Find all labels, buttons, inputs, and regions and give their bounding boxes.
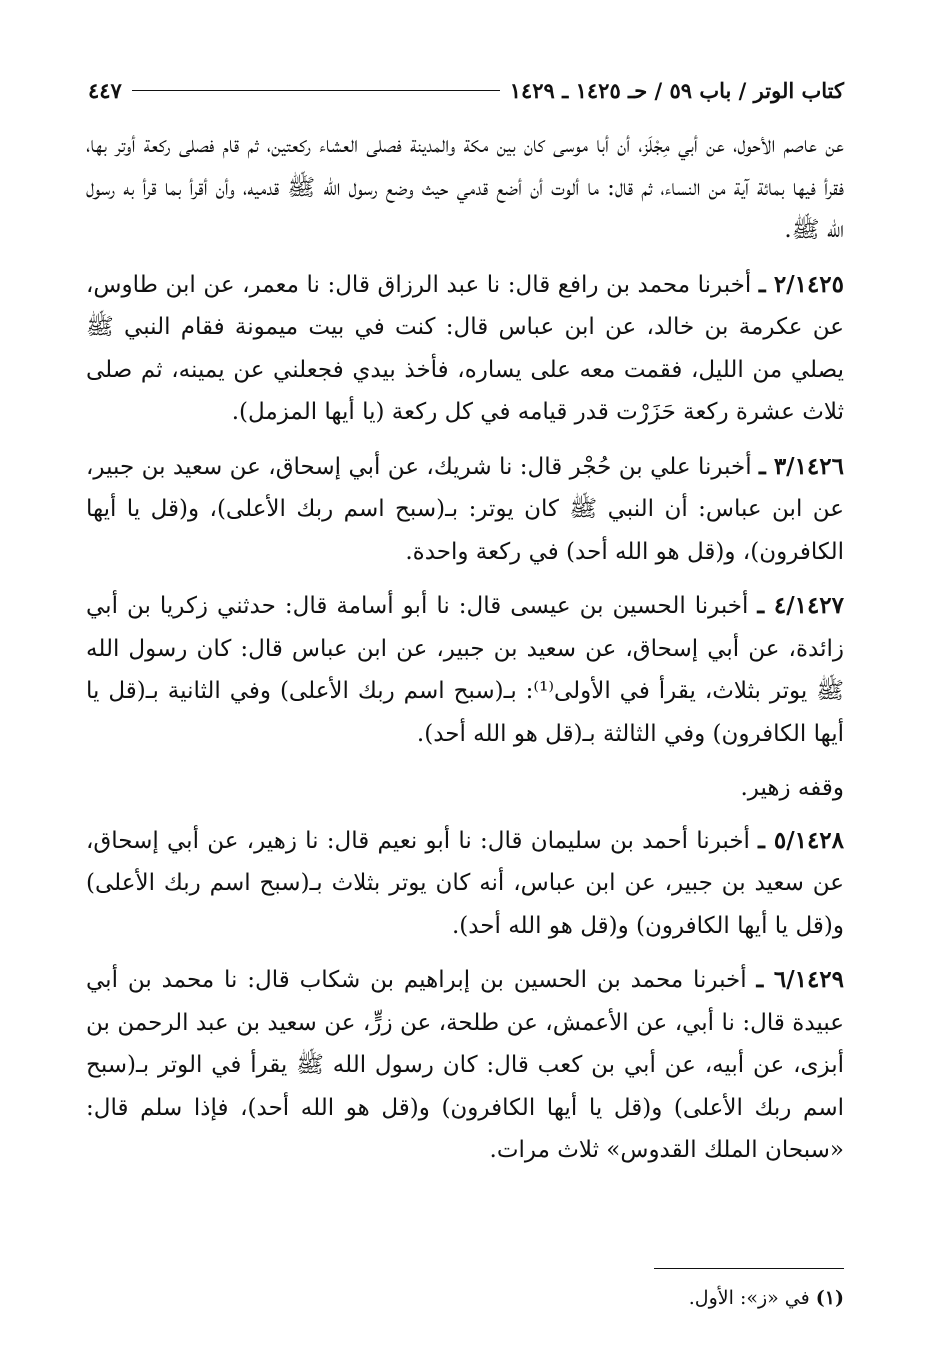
paragraph-text: وقفه زهير. (740, 775, 844, 801)
hadith-number: ٥/١٤٢٨ ـ (758, 826, 845, 854)
paragraph-text: عن عاصم الأحول، عن أبي مِجْلَز، أن أبا موسى كان بين مكة والمدينة فصلى العشاء ركعتين، ثم قام فصلى ركعة أوتر بها، فقرأ فيها بمائة آية من النساء، ثم قال: ما ألوت أن أضع قدمي حيث وضع رسول الله ﷺ قدميه، وأن أقرأ بما قرأ به رسول الله ﷺ. (86, 132, 844, 243)
hadith-number: ٢/١٤٢٥ ـ (758, 270, 845, 298)
hadith-1429 (86, 959, 844, 1172)
footnote-rule (654, 1268, 844, 1269)
page-number: ٤٤٧ (88, 77, 122, 103)
header-title: كتاب الوتر / باب ٥٩ / حـ ١٤٢٥ ـ ١٤٢٩ (509, 77, 844, 103)
header-rule (132, 90, 500, 91)
hadith-1425 (86, 264, 844, 434)
paragraph-text: أخبرنا محمد بن الحسين بن إبراهيم بن شكاب قال: نا محمد بن أبي عبيدة قال: نا أبي، عن الأعمش، عن طلحة، عن زرٍّ، عن سعيد بن عبد الرحمن بن أبزى، عن أبيه، عن أبي بن كعب قال: كان رسول الله ﷺ يقرأ في الوتر بـ(سبح اسم ربك الأعلى) و(قل يا أيها الكافرون) و(قل هو الله أحد)، فإذا سلم قال: «سبحان الملك القدوس» ثلاث مرات. (86, 967, 844, 1163)
paragraph-text: أخبرنا أحمد بن سليمان قال: نا أبو نعيم قال: نا زهير، عن أبي إسحاق، عن سعيد بن جبير، عن ابن عباس، أنه كان يوتر بثلاث بـ(سبح اسم ربك الأعلى) و(قل يا أيها الكافرون) و(قل هو الله أحد). (86, 827, 844, 939)
hadith-1427 (86, 585, 844, 755)
hadith-1428 (86, 820, 844, 948)
hadith-1426 (86, 446, 844, 574)
footnote-mark: (١) (815, 1287, 844, 1309)
paragraph-text: أخبرنا الحسين بن عيسى قال: نا أبو أسامة قال: حدثني زكريا بن أبي زائدة، عن أبي إسحاق، عن سعيد بن جبير، عن ابن عباس قال: كان رسول الله ﷺ يوتر بثلاث، يقرأ في الأولى⁽¹⁾: بـ(سبح اسم ربك الأعلى) وفي الثانية بـ(قل يا أيها الكافرون) وفي الثالثة بـ(قل هو الله أحد). (86, 593, 844, 747)
hadith-number: ٦/١٤٢٩ ـ (756, 966, 845, 993)
paragraph-continuation (86, 124, 844, 252)
hadith-number: ٣/١٤٢٦ ـ (759, 452, 844, 480)
paragraph-text: أخبرنا علي بن حُجْر قال: نا شريك، عن أبي إسحاق، عن سعيد بن جبير، عن ابن عباس: أن النبي ﷺ كان يوتر: بـ(سبح اسم ربك الأعلى)، و(قل يا أيها الكافرون)، و(قل هو الله أحد) في ركعة واحدة. (86, 453, 844, 565)
footnote (86, 1284, 844, 1312)
running-header (88, 72, 844, 108)
note-line (86, 767, 844, 810)
body-text (86, 124, 844, 1184)
hadith-number: ٤/١٤٢٧ ـ (757, 592, 845, 619)
paragraph-text: أخبرنا محمد بن رافع قال: نا عبد الرزاق قال: نا معمر، عن ابن طاوس، عن عكرمة بن خالد، عن ابن عباس قال: كنت في بيت ميمونة فقام النبي ﷺ يصلي من الليل، فقمت معه على يساره، فأخذ بيدي فجعلني عن يمينه، ثم صلى ثلاث عشرة ركعة حَزَرْت قدر قيامه في كل ركعة (يا أيها المزمل). (86, 271, 845, 425)
footnote-text: في «ز»: الأول. (688, 1287, 810, 1309)
